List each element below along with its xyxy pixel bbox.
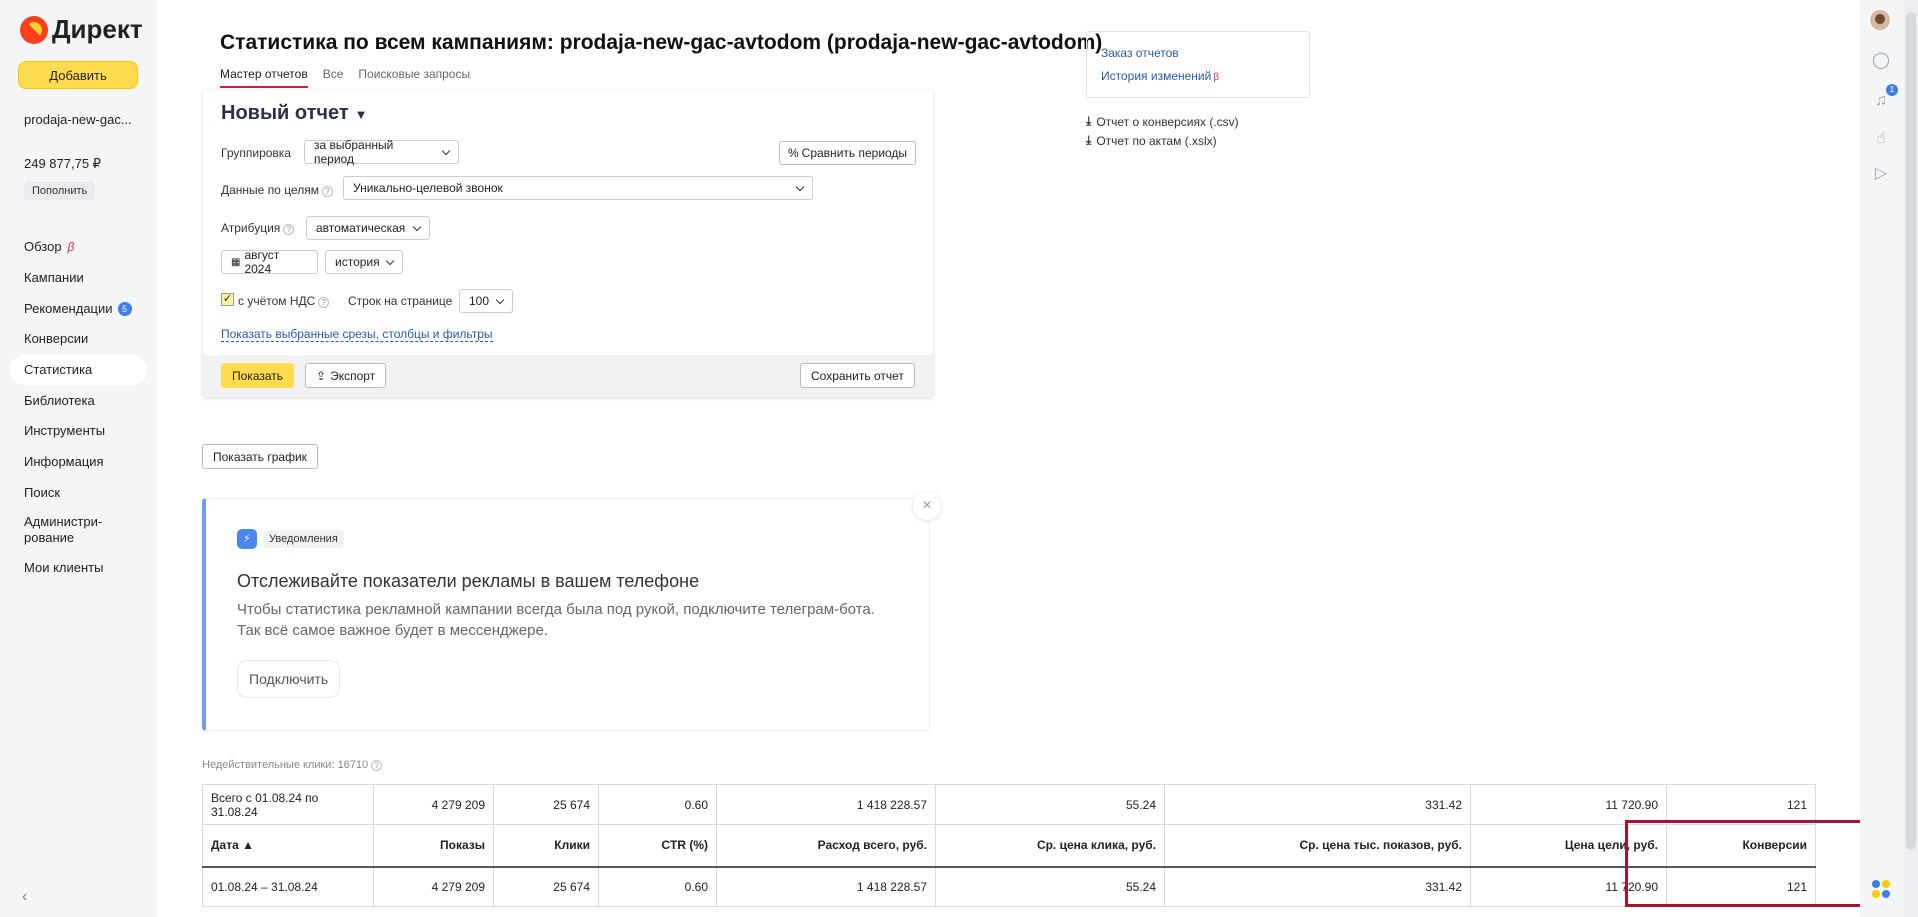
caret-down-icon: ▼ [354, 107, 368, 122]
grouping-select[interactable] [304, 140, 459, 164]
grouping-label: Группировка [221, 146, 291, 160]
sidebar-item-campaigns[interactable] [10, 263, 147, 294]
notice-badge [237, 529, 344, 549]
help-icon[interactable]: ? [322, 186, 333, 197]
sidebar-item-label: Инструменты [24, 423, 106, 439]
export-button[interactable] [305, 363, 386, 388]
report-tabs [220, 67, 470, 88]
compare-periods-button[interactable] [779, 141, 916, 165]
sidebar-nav [10, 232, 147, 583]
table-cell: 55.24 [936, 867, 1165, 907]
sidebar-item-label: Рекомендации [24, 300, 113, 316]
order-reports-link[interactable]: Заказ отчетов [1101, 46, 1179, 60]
table-cell: 331.42 [1165, 785, 1471, 825]
attribution-select[interactable] [306, 216, 430, 240]
acts-xlsx-label: Отчет по актам (.xslx) [1096, 133, 1217, 148]
close-icon[interactable]: × [913, 492, 941, 520]
calendar-icon: ▦ [231, 256, 241, 268]
chevron-down-icon [413, 222, 421, 230]
table-cell: 331.42 [1165, 867, 1471, 907]
attribution-label-text: Атрибуция [221, 221, 281, 235]
avatar[interactable] [1868, 8, 1892, 32]
export-icon: ⇪ [316, 368, 327, 383]
invalid-clicks [202, 759, 382, 771]
apps-icon[interactable] [1869, 877, 1893, 901]
rows-per-page-value: 100 [469, 294, 490, 308]
goals-value: Уникально-целевой звонок [353, 181, 503, 195]
compare-periods-label: Сравнить периоды [801, 146, 908, 160]
table-cell: 55.24 [936, 785, 1165, 825]
table-cell: 1 418 228.57 [717, 867, 936, 907]
column-header-spend[interactable]: Расход всего, руб. [717, 825, 936, 867]
sidebar-item-administration[interactable] [10, 508, 147, 552]
add-button[interactable]: Добавить [18, 61, 138, 89]
table-cell: 121 [1667, 785, 1816, 825]
report-title: Новый отчет [221, 102, 349, 124]
beta-badge: β [67, 240, 75, 255]
rows-per-page-select[interactable] [459, 289, 513, 313]
sidebar-item-label: Библиотека [24, 392, 95, 408]
account-login[interactable]: prodaja-new-gac... [24, 112, 132, 127]
sidebar-item-information[interactable] [10, 447, 147, 478]
sidebar-item-label: Конверсии [24, 331, 89, 347]
table-cell: 11 720.90 [1471, 867, 1667, 907]
goals-data-label-text: Данные по целям [221, 183, 319, 197]
sidebar-item-label: Поиск [24, 484, 61, 500]
beta-badge: β [1213, 72, 1220, 83]
table-cell: 4 279 209 [374, 867, 494, 907]
column-header-date[interactable]: Дата ▲ [203, 825, 374, 867]
goals-select[interactable] [343, 176, 813, 200]
sidebar-item-search[interactable] [10, 478, 147, 509]
chevron-down-icon [796, 182, 804, 190]
change-history-link[interactable] [1101, 69, 1219, 83]
history-select[interactable] [325, 250, 403, 274]
chat-icon[interactable]: ◯ [1872, 52, 1890, 69]
conversions-csv-label: Отчет о конверсиях (.csv) [1096, 114, 1239, 129]
column-header-clicks[interactable]: Клики [494, 825, 599, 867]
chevron-down-icon [386, 256, 394, 264]
attribution-label [221, 221, 294, 235]
period-value: август 2024 [244, 248, 280, 276]
table-row [203, 867, 1816, 907]
page-title: Статистика по всем кампаниям: prodaja-new-gac-avtodom (prodaja-new-gac-avtodom) [220, 31, 1103, 54]
table-header-row [203, 825, 1816, 867]
table-cell: 121 [1667, 867, 1816, 907]
sidebar-item-tools[interactable] [10, 416, 147, 447]
lightning-icon: ⚡ [237, 529, 257, 549]
help-icon[interactable]: ? [283, 224, 294, 235]
notice-text: Чтобы статистика рекламной кампании всегда была под рукой, подключите телеграм-бота. Так всё самое важное будет в мессенджере. [237, 601, 875, 639]
invalid-clicks-text: Недействительные клики: 16710 [202, 759, 369, 771]
download-icon: ⤓ [1086, 133, 1092, 147]
telegram-notice-card [202, 498, 930, 731]
column-header-ctr[interactable]: CTR (%) [599, 825, 717, 867]
tab-all[interactable]: Все [322, 67, 344, 81]
show-button[interactable]: Показать [221, 363, 294, 388]
collapse-sidebar-icon[interactable]: ‹ [22, 888, 28, 905]
vat-label [238, 294, 329, 308]
table-cell: 01.08.24 – 31.08.24 [203, 867, 374, 907]
period-picker[interactable] [221, 250, 318, 274]
grouping-value: за выбранный период [314, 138, 394, 166]
direct-logo[interactable] [20, 14, 143, 45]
notifications-badge: 1 [1886, 84, 1898, 96]
connect-button[interactable]: Подключить [237, 660, 340, 698]
table-cell: 0.60 [599, 867, 717, 907]
sidebar-item-recommendations[interactable] [10, 293, 147, 324]
report-links-box [1086, 31, 1310, 98]
save-report-button[interactable]: Сохранить отчет [800, 363, 915, 388]
show-slices-link[interactable]: Показать выбранные срезы, столбцы и фильтры [221, 327, 493, 341]
history-value: история [335, 255, 380, 269]
column-header-conversions[interactable]: Конверсии [1667, 825, 1816, 867]
table-cell: 25 674 [494, 785, 599, 825]
attribution-value: автоматическая [316, 221, 406, 235]
logo-text: Директ [52, 14, 143, 44]
report-title-dropdown[interactable] [221, 102, 368, 125]
sidebar-item-label: Обзор [24, 239, 62, 255]
yandex-logo-icon [20, 16, 48, 44]
conversions-csv-link[interactable] [1086, 114, 1239, 129]
report-panel [203, 90, 933, 397]
help-icon[interactable]: ? [318, 297, 329, 308]
table-cell: 11 720.90 [1471, 785, 1667, 825]
chevron-down-icon [442, 146, 450, 154]
column-header-avg-cpm[interactable]: Ср. цена тыс. показов, руб. [1165, 825, 1471, 867]
sidebar-item-label: Кампании [24, 270, 84, 286]
acts-xlsx-link[interactable] [1086, 133, 1217, 148]
left-sidebar [0, 0, 157, 917]
change-history-label: История изменений [1101, 69, 1212, 83]
recommendations-count-badge: 5 [118, 302, 132, 316]
stats-table [202, 784, 1816, 907]
column-header-impressions[interactable]: Показы [374, 825, 494, 867]
account-balance: 249 877,75 ₽ [24, 156, 101, 171]
sidebar-item-label: Мои клиенты [24, 559, 104, 575]
sidebar-item-library[interactable] [10, 385, 147, 416]
sidebar-item-label: Информация [24, 454, 104, 470]
percent-icon: % [788, 146, 799, 160]
vat-checkbox[interactable]: ✓ [222, 293, 233, 305]
thumbs-up-icon[interactable]: ☝ [1876, 130, 1886, 147]
sidebar-item-conversions[interactable] [10, 324, 147, 355]
sidebar-item-overview[interactable] [10, 232, 147, 263]
play-icon[interactable]: ▷ [1874, 165, 1888, 182]
help-icon[interactable]: ? [371, 760, 382, 771]
table-cell: 0.60 [599, 785, 717, 825]
show-graph-button[interactable]: Показать график [202, 444, 318, 469]
goals-data-label [221, 183, 333, 197]
sidebar-item-statistics[interactable] [10, 355, 147, 386]
total-row [203, 785, 1816, 825]
table-cell: 1 418 228.57 [717, 785, 936, 825]
download-icon: ⤓ [1086, 114, 1092, 128]
report-panel-footer [203, 355, 933, 397]
sidebar-item-label: Администри- рование [24, 514, 103, 546]
table-cell: Всего с 01.08.24 по 31.08.24 [203, 785, 374, 825]
table-cell: 4 279 209 [374, 785, 494, 825]
tab-search-queries[interactable]: Поисковые запросы [358, 67, 471, 81]
main-content [157, 0, 1860, 917]
notice-title: Отслеживайте показатели рекламы в вашем телефоне [237, 571, 700, 591]
export-label: Экспорт [330, 368, 376, 383]
column-header-avg-cpc[interactable]: Ср. цена клика, руб. [936, 825, 1165, 867]
scrollbar-thumb[interactable] [1906, 12, 1916, 850]
topup-button[interactable]: Пополнить [24, 182, 95, 200]
notice-tag: Уведомления [263, 530, 344, 548]
bell-icon[interactable]: ♫ [1875, 92, 1887, 109]
vat-label-text: с учётом НДС [238, 294, 316, 308]
rows-per-page-label: Строк на странице [348, 294, 453, 308]
sidebar-item-my-clients[interactable] [10, 552, 147, 583]
tab-report-wizard[interactable]: Мастер отчетов [220, 67, 308, 88]
table-cell: 25 674 [494, 867, 599, 907]
sidebar-item-label: Статистика [24, 362, 93, 378]
column-header-cost-per-goal[interactable]: Цена цели, руб. [1471, 825, 1667, 867]
chevron-down-icon [496, 295, 504, 303]
